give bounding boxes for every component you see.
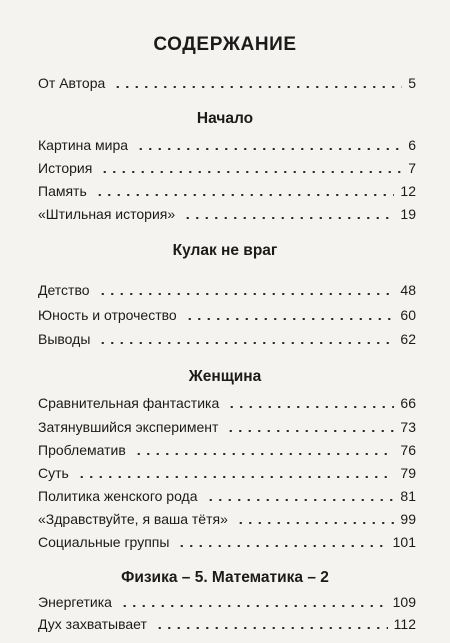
entry-label: Суть	[38, 465, 69, 481]
entry-label: Энергетика	[38, 594, 112, 610]
toc-entry	[38, 304, 416, 324]
entry-label: От Автора	[38, 75, 106, 91]
entry-label: Затянувшийся эксперимент	[38, 419, 219, 435]
entry-label: Картина мира	[38, 137, 129, 153]
entry-label: Детство	[38, 282, 90, 298]
entry-label: «Штильная история»	[38, 206, 176, 222]
section-heading: Начало	[196, 110, 254, 127]
dot-leader	[185, 318, 395, 320]
toc-entry	[38, 392, 416, 412]
toc-entry	[38, 157, 416, 177]
entry-page-number: 5	[408, 75, 416, 91]
entry-label: «Здравствуйте, я ваша тётя»	[38, 511, 228, 527]
dot-leader	[120, 605, 387, 607]
entry-page-number: 81	[400, 488, 416, 504]
toc-entry	[38, 328, 416, 348]
entry-label: История	[38, 160, 93, 176]
dot-leader	[98, 293, 395, 295]
entry-page-number: 76	[400, 442, 416, 458]
dot-leader	[136, 148, 402, 150]
dot-leader	[227, 406, 394, 408]
entry-label: Выводы	[38, 331, 91, 347]
entry-page-number: 7	[408, 160, 416, 176]
toc-entry	[38, 591, 416, 611]
section-heading: Кулак не враг	[172, 242, 278, 259]
entry-label: Социальные группы	[38, 534, 170, 550]
dot-leader	[95, 194, 395, 196]
entry-page-number: 62	[400, 331, 416, 347]
entry-page-number: 12	[400, 183, 416, 199]
entry-page-number: 101	[392, 534, 416, 550]
dot-leader	[155, 627, 388, 629]
toc-entry	[38, 72, 416, 92]
entry-label: Память	[38, 183, 87, 199]
entry-page-number: 73	[400, 419, 416, 435]
entry-page-number: 48	[400, 282, 416, 298]
entry-page-number: 112	[393, 616, 416, 632]
toc-entry	[38, 180, 416, 200]
dot-leader	[113, 86, 402, 88]
toc-entry	[38, 203, 416, 223]
entry-label: Проблематив	[38, 442, 126, 458]
toc-entry	[38, 439, 416, 459]
entry-label: Политика женского рода	[38, 488, 198, 504]
dot-leader	[77, 476, 395, 478]
toc-entry	[38, 462, 416, 482]
dot-leader	[100, 171, 402, 173]
page-title: СОДЕРЖАНИЕ	[153, 34, 297, 55]
entry-page-number: 66	[400, 395, 416, 411]
entry-page-number: 109	[392, 594, 416, 610]
dot-leader	[98, 342, 394, 344]
dot-leader	[183, 217, 394, 219]
dot-leader	[206, 499, 395, 501]
entry-label: Сравнительная фантастика	[38, 395, 220, 411]
section-heading: Физика – 5. Математика – 2	[121, 569, 329, 586]
toc-entry	[38, 416, 416, 436]
entry-label: Дух захватывает	[38, 616, 147, 632]
entry-page-number: 19	[400, 206, 416, 222]
toc-entry	[38, 279, 416, 299]
entry-page-number: 6	[408, 137, 416, 153]
entry-page-number: 79	[400, 465, 416, 481]
entry-label: Юность и отрочество	[38, 307, 177, 323]
toc-entry	[38, 485, 416, 505]
section-heading: Женщина	[188, 368, 262, 385]
dot-leader	[134, 453, 395, 455]
toc-entry	[38, 531, 416, 551]
toc-entry	[38, 613, 416, 633]
dot-leader	[226, 430, 394, 432]
entry-page-number: 60	[400, 307, 416, 323]
dot-leader	[177, 545, 386, 547]
dot-leader	[236, 522, 395, 524]
toc-entry	[38, 508, 416, 528]
toc-entry	[38, 134, 416, 154]
entry-page-number: 99	[400, 511, 416, 527]
